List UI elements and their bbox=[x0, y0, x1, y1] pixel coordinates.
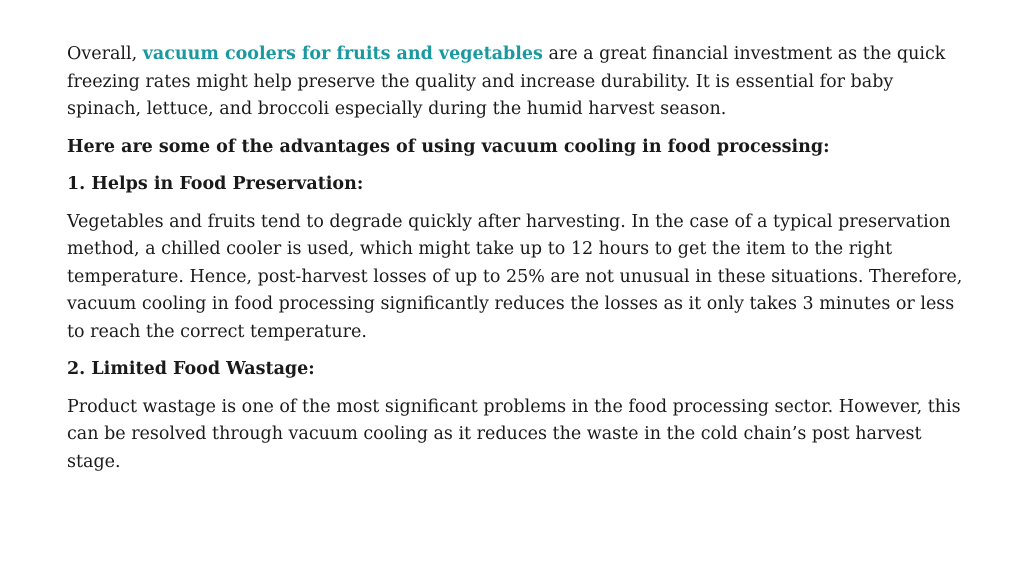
section-body-food-preservation: Vegetables and fruits tend to degrade quickly after harvesting. In the case of a typical preservation method, a chilled cooler is used, which might take up to 12 hours to get the item to the right temperature. Hence, post-harvest losses of up to 25% are not unusual in these situations. Therefore, vacuum cooling in food processing significantly reduces the losses as it only takes 3 minutes or less to reach the correct temperature. bbox=[67, 211, 963, 342]
intro-text-before: Overall, bbox=[67, 44, 143, 64]
intro-paragraph bbox=[67, 41, 967, 124]
section-heading-food-wastage: 2. Limited Food Wastage: bbox=[67, 359, 315, 379]
intro-text-after: are a great financial investment as the quick freezing rates might help preserve the quality and increase durability. It is essential for baby spinach, lettuce, and broccoli especially during the humid harvest season. bbox=[67, 44, 946, 119]
advantages-heading: Here are some of the advantages of using vacuum cooling in food processing: bbox=[67, 136, 830, 157]
article-content bbox=[67, 41, 967, 486]
vacuum-coolers-link[interactable]: vacuum coolers for fruits and vegetables bbox=[142, 44, 543, 64]
section-body-food-wastage: Product wastage is one of the most significant problems in the food processing sector. However, this can be resolved through vacuum cooling as it reduces the waste in the cold chain’s post harvest stage. bbox=[67, 396, 961, 472]
section-heading-food-preservation: 1. Helps in Food Preservation: bbox=[67, 174, 364, 194]
